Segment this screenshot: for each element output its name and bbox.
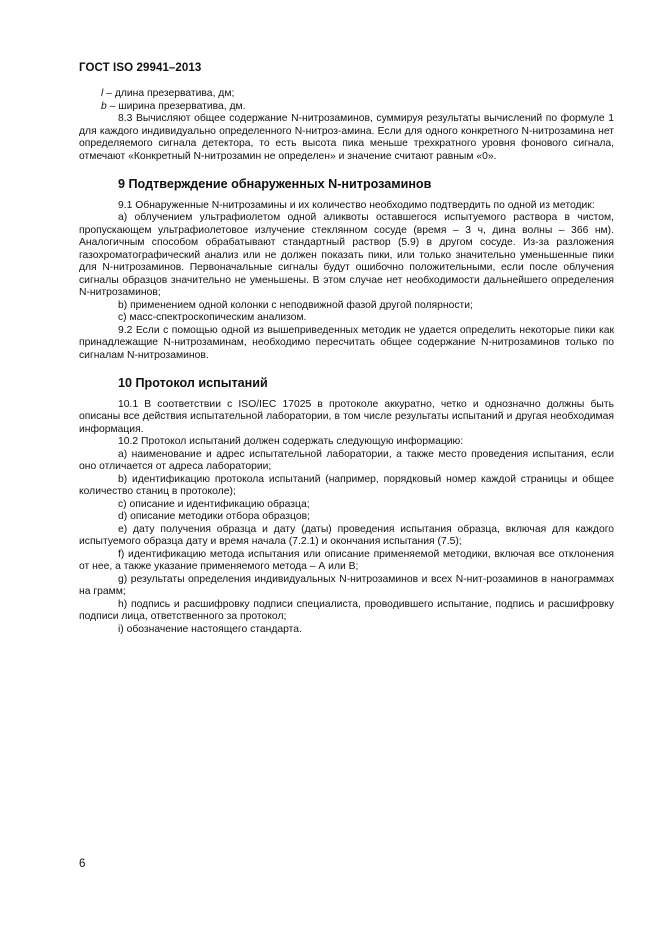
definition-width-text: – ширина презерватива, дм. (106, 100, 246, 112)
page-number: 6 (79, 858, 86, 870)
list-item-10-a: а) наименование и адрес испытательной лаборатории, а также место проведения испытания, если оно отличается от адреса лаборатории; (79, 448, 614, 472)
list-item-10-d: d) описание методики отбора образцов; (118, 511, 310, 522)
list-item-10-h: h) подпись и расшифровку подписи специалиста, проводившего испытание, подпись и расшифровку подписи лица, ответственного за протокол; (79, 598, 614, 622)
definition-width (79, 101, 614, 114)
list-item-10-f: f) идентификацию метода испытания или описание применяемой методики, включая все отклонения от нее, а также указание применяемого метода – А или В; (79, 548, 614, 572)
list-item-10-e: е) дату получения образца и дату (даты) проведения испытания образца, включая для каждого испытуемого образца дату и время начала (7.2.1) и окончания испытания (7.5); (79, 523, 614, 547)
document-header: ГОСТ ISO 29941–2013 (79, 62, 202, 74)
definition-length-text: – длина презерватива, дм; (103, 88, 235, 99)
paragraph-10-2: 10.2 Протокол испытаний должен содержать следующую информацию: (118, 436, 464, 447)
paragraph-10-1: 10.1 В соответствии с ISO/IEC 17025 в протоколе аккуратно, четко и однозначно должны быть описаны все действия испытательной лаборатории, в том числе результаты испытаний и другая необходимая информация. (79, 398, 614, 435)
list-item-9-b: b) применением одной колонки с неподвижной фазой другой полярности; (118, 299, 473, 311)
definition-length (79, 88, 614, 101)
list-item-9-c: с) масс-спектроскопическим анализом. (118, 312, 307, 323)
list-item-10-g: g) результаты определения индивидуальных N-нитрозаминов и всех N-нит-розаминов в нанограммах на грамм; (79, 573, 614, 597)
section-10-heading: 10 Протокол испытаний (118, 376, 268, 390)
list-item-10-i: i) обозначение настоящего стандарта. (118, 623, 302, 635)
variable-b: b (101, 100, 107, 112)
list-item-9-a: а) облучением ультрафиолетом одной аликвоты оставшегося испытуемого раствора в чистом, пропускающем ультрафиолетовое излучение стеклянном сосуде (время – 3 ч, дина волны – 366 нм). Аналогичным способом обрабатывают стандартный раствор (5.9) в другом сосуде. Из-за разложения газохроматографический анализ или не должен показать пики, или только значительно уменьшенные пики для N-нитрозаминов. Первоначальные сигналы будут ошибочно положительными, если после облучения сигналы образцов значительно не уменьшены. В этом случае нет необходимости дальнейшего определения N-нитрозаминов; (79, 212, 614, 298)
section-9-heading: 9 Подтверждение обнаруженных N-нитрозаминов (118, 177, 432, 191)
list-item-10-b: b) идентификацию протокола испытаний (например, порядковый номер каждой страницы и общее количество станиц в протоколе); (79, 473, 614, 497)
paragraph-8-3: 8.3 Вычисляют общее содержание N-нитрозаминов, суммируя результаты вычислений по формуле 1 для каждого индивидуально определенного N-нитроз-амина. Если для одного конкретного N-нитрозамина нет определяемого сигнала детектора, то есть высота пика меньше трехкратного уровня фонового сигнала, отмечают «Конкретный N-нитрозамин не определен» и значение считают равным «0». (79, 113, 614, 162)
list-item-10-c: с) описание и идентификацию образца; (118, 498, 310, 510)
paragraph-9-1: 9.1 Обнаруженные N-нитрозамины и их количество необходимо подтвердить по одной из методик: (118, 199, 595, 211)
document-body (79, 88, 614, 636)
paragraph-9-2: 9.2 Если с помощью одной из вышеприведенных методик не удается определить некоторые пики как принадлежащие N-нитрозаминам, необходимо пересчитать общее содержание N-нитрозаминов только по сигналам N-нитрозаминов. (79, 324, 614, 361)
variable-l: l (101, 88, 104, 99)
